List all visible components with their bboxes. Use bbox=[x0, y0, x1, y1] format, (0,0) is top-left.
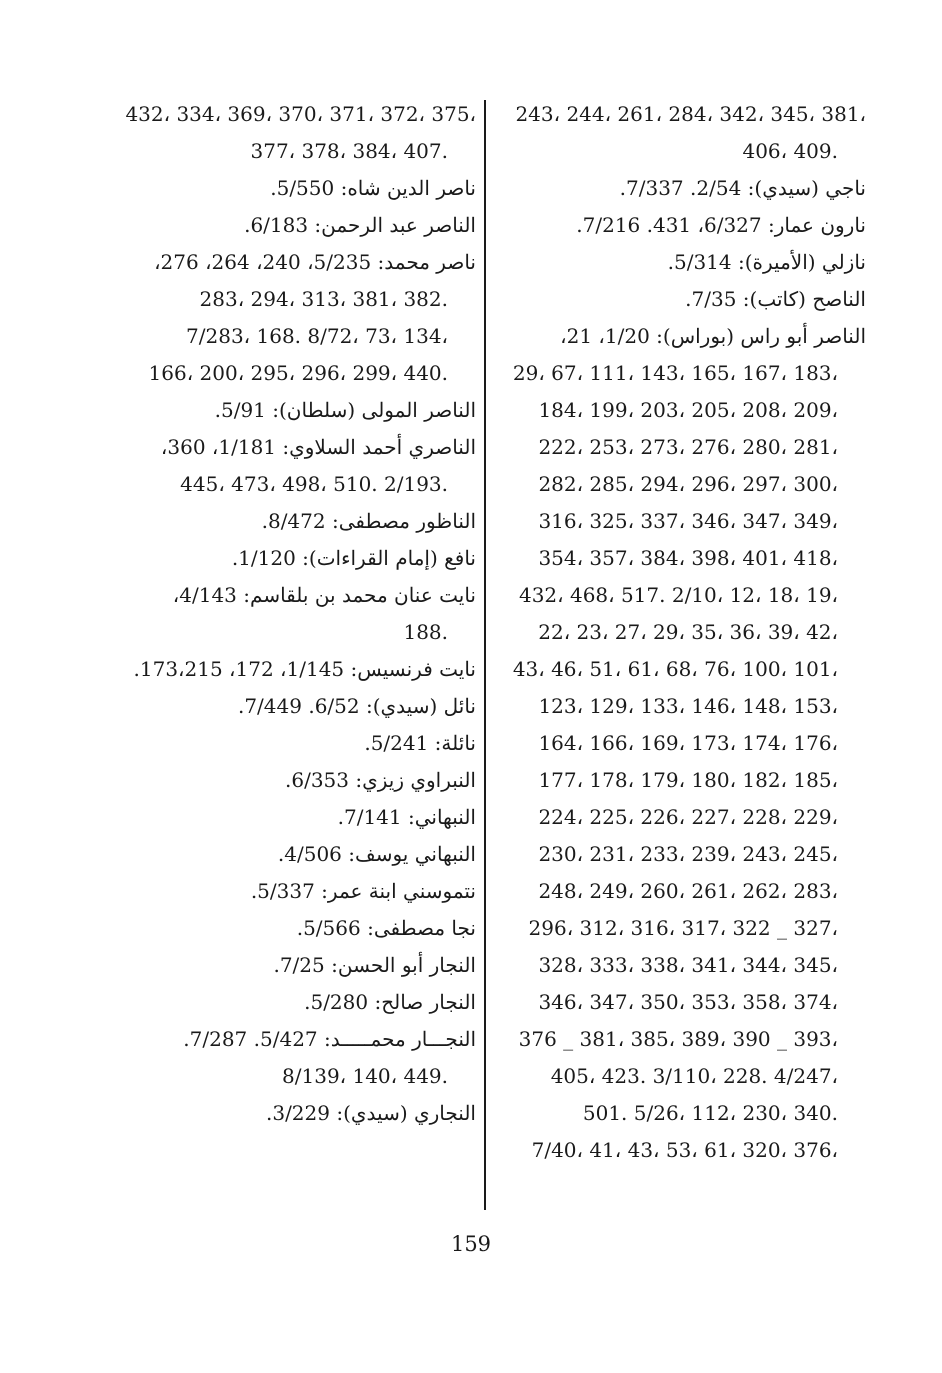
index-entry-line: 376 _ 381، 385، 389، 390 _ 393، bbox=[518, 1027, 838, 1051]
index-entry-line: 22، 23، 27، 29، 35، 36، 39، 42، bbox=[538, 620, 838, 644]
index-entry-line: الناصر عبد الرحمن: 6/183. bbox=[244, 213, 476, 237]
index-entry-line: 377، 378، 384، 407. bbox=[250, 139, 448, 163]
index-entry-line: ناجي (سيدي): 2/54. 7/337. bbox=[619, 176, 866, 200]
index-entry-line: نائلة: 5/241. bbox=[364, 731, 476, 755]
index-entry-line: النجار صالح: 5/280. bbox=[304, 990, 476, 1014]
index-entry-line: 184، 199، 203، 205، 208، 209، bbox=[538, 398, 838, 422]
index-entry-line: 328، 333، 338، 341، 344، 345، bbox=[538, 953, 838, 977]
index-entry-line: النبهاني يوسف: 4/506. bbox=[277, 842, 476, 866]
index-entry-line: 222، 253، 273، 276، 280، 281، bbox=[538, 435, 838, 459]
index-entry-line: 29، 67، 111، 143، 165، 167، 183، bbox=[512, 361, 838, 385]
index-entry-line: الناظور مصطفى: 8/472. bbox=[261, 509, 476, 533]
index-entry-line: نايت عنان محمد بن بلقاسم: 4/143، bbox=[172, 583, 476, 607]
index-entry-line: 406، 409. bbox=[742, 139, 838, 163]
index-entry-line: 405، 423. 3/110، 228. 4/247، bbox=[550, 1064, 838, 1088]
index-entry-line: 230، 231، 233، 239، 243، 245، bbox=[538, 842, 838, 866]
index-entry-line: النجار أبو الحسن: 7/25. bbox=[273, 953, 476, 977]
index-entry-line: النبهاني: 7/141. bbox=[337, 805, 476, 829]
index-entry-line: النجاري (سيدي): 3/229. bbox=[265, 1101, 476, 1125]
index-entry-line: ناصر محمد: 5/235، 240، 264، 276، bbox=[154, 250, 476, 274]
index-entry-line: 283، 294، 313، 381، 382. bbox=[199, 287, 448, 311]
index-entry-line: نائل (سيدي): 6/52. 7/449. bbox=[237, 694, 476, 718]
index-entry-line: 7/40، 41، 43، 53، 61، 320، 376، bbox=[531, 1138, 838, 1162]
index-column-left bbox=[104, 96, 476, 1132]
column-divider bbox=[484, 100, 486, 1210]
index-entry-line: الناصر أبو راس (بوراس): 1/20، 21، bbox=[560, 324, 866, 348]
index-entry-line: 43، 46، 51، 61، 68، 76، 100، 101، bbox=[512, 657, 838, 681]
index-entry-line: 243، 244، 261، 284، 342، 345، 381، bbox=[515, 102, 866, 126]
index-entry-line: 282، 285، 294، 296، 297، 300، bbox=[538, 472, 838, 496]
index-entry-line: النبراوي زيزي: 6/353. bbox=[285, 768, 476, 792]
index-entry-line: 166، 200، 295، 296، 299، 440. bbox=[148, 361, 448, 385]
index-entry-line: 432، 334، 369، 370، 371، 372، 375، bbox=[125, 102, 476, 126]
index-entry-line: 316، 325، 337، 346، 347، 349، bbox=[538, 509, 838, 533]
index-entry-line: نازلي (الأميرة): 5/314. bbox=[667, 250, 866, 274]
index-entry-line: 188. bbox=[403, 620, 448, 644]
index-entry-line: 296، 312، 316، 317، 322 _ 327، bbox=[528, 916, 838, 940]
index-entry-line: نجا مصطفى: 5/566. bbox=[296, 916, 476, 940]
index-entry-line: 177، 178، 179، 180، 182، 185، bbox=[538, 768, 838, 792]
index-column-right bbox=[494, 96, 866, 1169]
index-entry-line: 354، 357، 384، 398، 401، 418، bbox=[538, 546, 838, 570]
index-entry-line: الناصر المولى (سلطان): 5/91. bbox=[214, 398, 476, 422]
index-entry-line: 7/283، 168. 8/72، 73، 134، bbox=[186, 324, 448, 348]
index-entry-line: النجـــار محمـــــد: 5/427. 7/287. bbox=[183, 1027, 476, 1051]
index-entry-line: 248، 249، 260، 261، 262، 283، bbox=[538, 879, 838, 903]
index-entry-line: الناصح (كاتب): 7/35. bbox=[685, 287, 866, 311]
index-entry-line: 224، 225، 226، 227، 228، 229، bbox=[538, 805, 838, 829]
index-entry-line: 123، 129، 133، 146، 148، 153، bbox=[538, 694, 838, 718]
index-entry-line: 164، 166، 169، 173، 174، 176، bbox=[538, 731, 838, 755]
index-entry-line: 501. 5/26، 112، 230، 340. bbox=[582, 1101, 838, 1125]
index-entry-line: نايت فرنسيس: 1/145، 172، 173،215. bbox=[133, 657, 476, 681]
index-entry-line: 432، 468، 517. 2/10، 12، 18، 19، bbox=[518, 583, 838, 607]
index-entry-line: نافع (إمام القراءات): 1/120. bbox=[231, 546, 476, 570]
index-entry-line: نتموسني ابنة عمر: 5/337. bbox=[250, 879, 476, 903]
index-entry-line: 346، 347، 350، 353، 358، 374، bbox=[538, 990, 838, 1014]
index-entry-line: نارون عمار: 6/327، 431. 7/216. bbox=[576, 213, 866, 237]
page-number: 159 bbox=[450, 1232, 492, 1256]
index-entry-line: 8/139، 140، 449. bbox=[282, 1064, 448, 1088]
index-entry-line: ناصر الدين شاه: 5/550. bbox=[270, 176, 476, 200]
index-entry-line: الناصري أحمد السلاوي: 1/181، 360، bbox=[160, 435, 476, 459]
index-entry-line: 445، 473، 498، 510. 2/193. bbox=[180, 472, 448, 496]
